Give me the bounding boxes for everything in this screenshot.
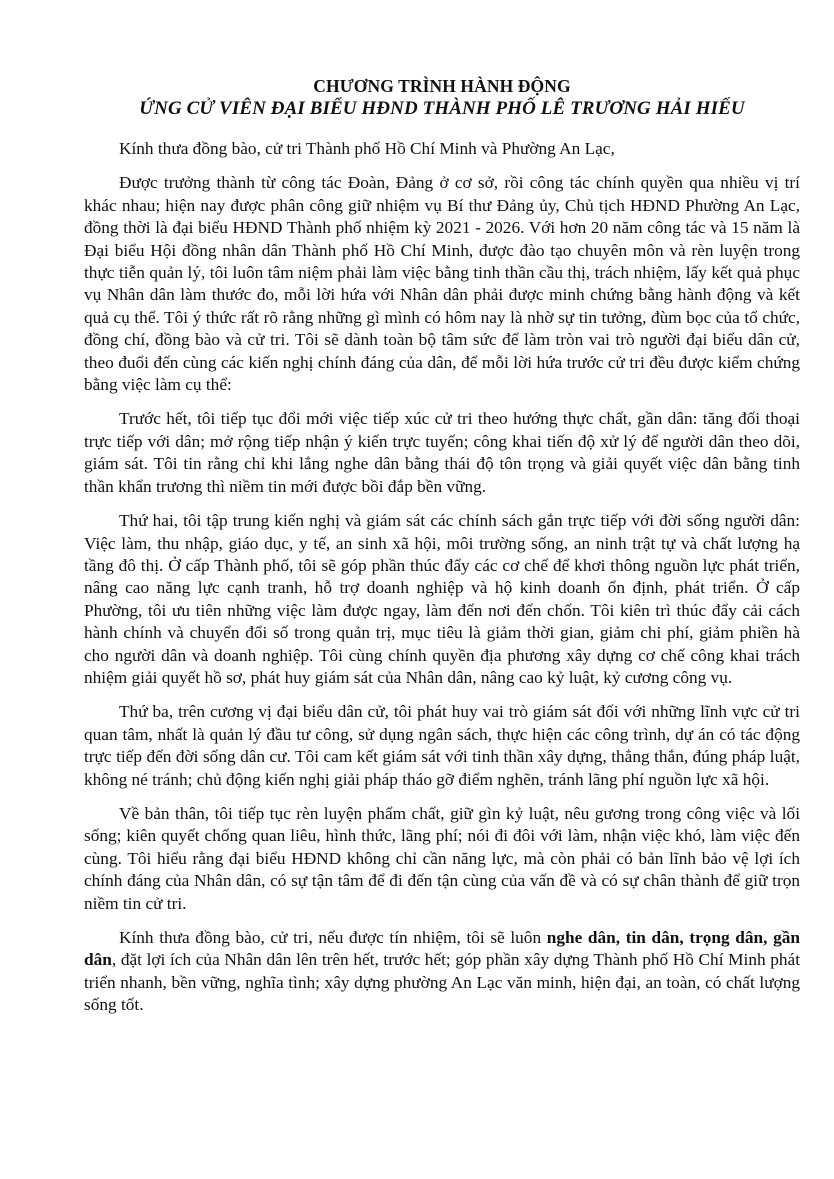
paragraph-intro: Được trưởng thành từ công tác Đoàn, Đảng ở cơ sở, rồi công tác chính quyền qua nhiều vị trí khác nhau; hiện nay được phân công giữ nhiệm vụ Bí thư Đảng ủy, Chủ tịch HĐND Phường An Lạc, đồng thời là đại biểu HĐND Thành phố nhiệm kỳ 2021 - 2026. Với hơn 20 năm công tác và 15 năm là Đại biểu Hội đồng nhân dân Thành phố Hồ Chí Minh, được đào tạo chuyên môn và rèn luyện trong thực tiễn quản lý, tôi luôn tâm niệm phải làm việc bằng tinh thần cầu thị, trách nhiệm, lấy kết quả phục vụ Nhân dân làm thước đo, mỗi lời hứa với Nhân dân phải được minh chứng bằng hành động và kết quả cụ thể. Tôi ý thức rất rõ rằng những gì mình có hôm nay là nhờ sự tin tưởng, đùm bọc của tổ chức, đồng chí, đồng bào và cử tri. Tôi sẽ dành toàn bộ tâm sức để làm tròn vai trò người đại biểu dân cử, theo đuổi đến cùng các kiến nghị chính đáng của dân, để mỗi lời hứa trước cử tri đều được kiểm chứng bằng việc làm cụ thể: — [84, 173, 800, 395]
document-title: CHƯƠNG TRÌNH HÀNH ĐỘNG — [313, 76, 571, 96]
paragraph-second: Thứ hai, tôi tập trung kiến nghị và giám sát các chính sách gắn trực tiếp với đời sống người dân: Việc làm, thu nhập, giáo dục, y tế, an sinh xã hội, môi trường sống, an ninh trật tự và chất lượng hạ tầng đô thị. Ở cấp Thành phố, tôi sẽ góp phần thúc đẩy các cơ chế để khơi thông nguồn lực phát triển, nâng cao năng lực cạnh tranh, hỗ trợ doanh nghiệp và hộ kinh doanh ổn định, phát triển. Ở cấp Phường, tôi ưu tiên những việc làm được ngay, làm đến nơi đến chốn. Tôi kiên trì thúc đẩy cải cách hành chính và chuyển đổi số trong quản trị, mục tiêu là giảm thời gian, giảm chi phí, giảm phiền hà cho người dân và doanh nghiệp. Tôi cùng chính quyền địa phương xây dựng cơ chế công khai trách nhiệm giải quyết hồ sơ, phát huy giám sát của Nhân dân, nâng cao kỷ luật, kỷ cương công vụ. — [84, 511, 800, 687]
closing-rest: , đặt lợi ích của Nhân dân lên trên hết, trước hết; góp phần xây dựng Thành phố Hồ Chí Minh phát triển nhanh, bền vững, nghĩa tình; xây dựng phường An Lạc văn minh, hiện đại, an toàn, có chất lượng sống tốt. — [84, 950, 800, 1015]
paragraph-third: Thứ ba, trên cương vị đại biểu dân cử, tôi phát huy vai trò giám sát đối với những lĩnh vực cử tri quan tâm, nhất là quản lý đầu tư công, sử dụng ngân sách, thực hiện các công trình, dự án có tác động trực tiếp đến đời sống dân cư. Tôi cam kết giám sát với tinh thần xây dựng, thẳng thắn, đúng pháp luật, không né tránh; chủ động kiến nghị giải pháp tháo gỡ điểm nghẽn, tránh lãng phí nguồn lực xã hội. — [84, 702, 800, 789]
document-body — [84, 138, 800, 1029]
closing-bold: nghe dân, tin dân, trọng dân, gần dân — [84, 928, 800, 970]
document-subtitle: ỨNG CỬ VIÊN ĐẠI BIỂU HĐND THÀNH PHỐ LÊ TRƯƠNG HẢI HIẾU — [139, 98, 745, 119]
greeting-line: Kính thưa đồng bào, cử tri Thành phố Hồ Chí Minh và Phường An Lạc, — [119, 139, 615, 158]
closing-lead: Kính thưa đồng bào, cử tri, nếu được tín nhiệm, tôi sẽ luôn — [119, 928, 547, 947]
paragraph-self: Về bản thân, tôi tiếp tục rèn luyện phẩm chất, giữ gìn kỷ luật, nêu gương trong công việc và lối sống; kiên quyết chống quan liêu, hình thức, lãng phí; nói đi đôi với làm, nhận việc khó, làm việc đến cùng. Tôi hiểu rằng đại biểu HĐND không chỉ cần năng lực, mà còn phải có bản lĩnh bảo vệ lợi ích chính đáng của Nhân dân, có sự tận tâm để đi đến tận cùng của vấn đề và có sự chân thành để giữ trọn niềm tin cử tri. — [84, 803, 800, 913]
document-title-block — [84, 76, 800, 120]
paragraph-closing — [84, 927, 800, 1017]
paragraph-first: Trước hết, tôi tiếp tục đổi mới việc tiếp xúc cử tri theo hướng thực chất, gần dân: tăng đối thoại trực tiếp với dân; mở rộng tiếp nhận ý kiến trực tuyến; công khai tiến độ xử lý để người dân theo dõi, giám sát. Tôi tin rằng chỉ khi lắng nghe dân bằng thái độ tôn trọng và giải quyết việc dân bằng tinh thần khẩn trương thì niềm tin mới được bồi đắp bền vững. — [84, 409, 800, 496]
